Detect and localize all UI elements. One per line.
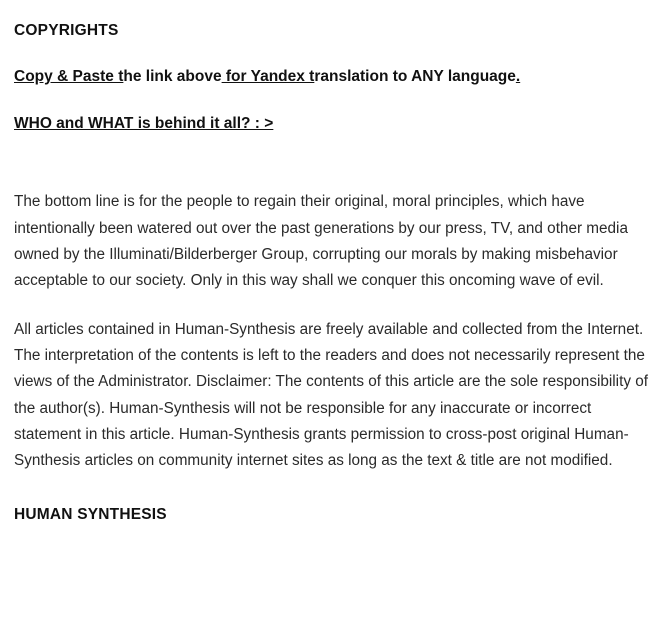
copy-paste-plain-1: he link above bbox=[123, 68, 222, 85]
paragraph-disclaimer: All articles contained in Human-Synthesis are freely available and collected from the Internet. The interpretation of the contents is left to the readers and does not necessarily represent the views of the Administrator. Disclaimer: The contents of this article are the sole responsibility of the author(s). Human-Synthesis will not be responsible for any inaccurate or incorrect statement in this article. Human-Synthesis grants permission to cross-post original Human-Synthesis articles on community internet sites as long as the text & title are not modified. bbox=[14, 320, 648, 470]
page-title: COPYRIGHTS bbox=[14, 22, 119, 39]
who-what-line-wrapper bbox=[14, 115, 650, 161]
copy-paste-link-text[interactable]: Copy & Paste t bbox=[14, 68, 124, 85]
copy-paste-period: . bbox=[515, 68, 521, 85]
who-what-link[interactable]: WHO and WHAT is behind it all? : > bbox=[14, 115, 274, 133]
copy-paste-instruction bbox=[14, 66, 650, 88]
footer-heading: HUMAN SYNTHESIS bbox=[14, 506, 167, 524]
copy-paste-plain-2: ranslation to ANY language bbox=[314, 68, 516, 85]
paragraph-bottom-line: The bottom line is for the people to regain their original, moral principles, which have intentionally been watered out over the past generations by our press, TV, and other media owned by the Illuminati/Bilderberger Group, corrupting our morals by making misbehavior acceptable to our society. Only in this way shall we conquer this oncoming wave of evil. bbox=[14, 193, 628, 290]
yandex-link-text[interactable]: for Yandex t bbox=[221, 68, 315, 85]
